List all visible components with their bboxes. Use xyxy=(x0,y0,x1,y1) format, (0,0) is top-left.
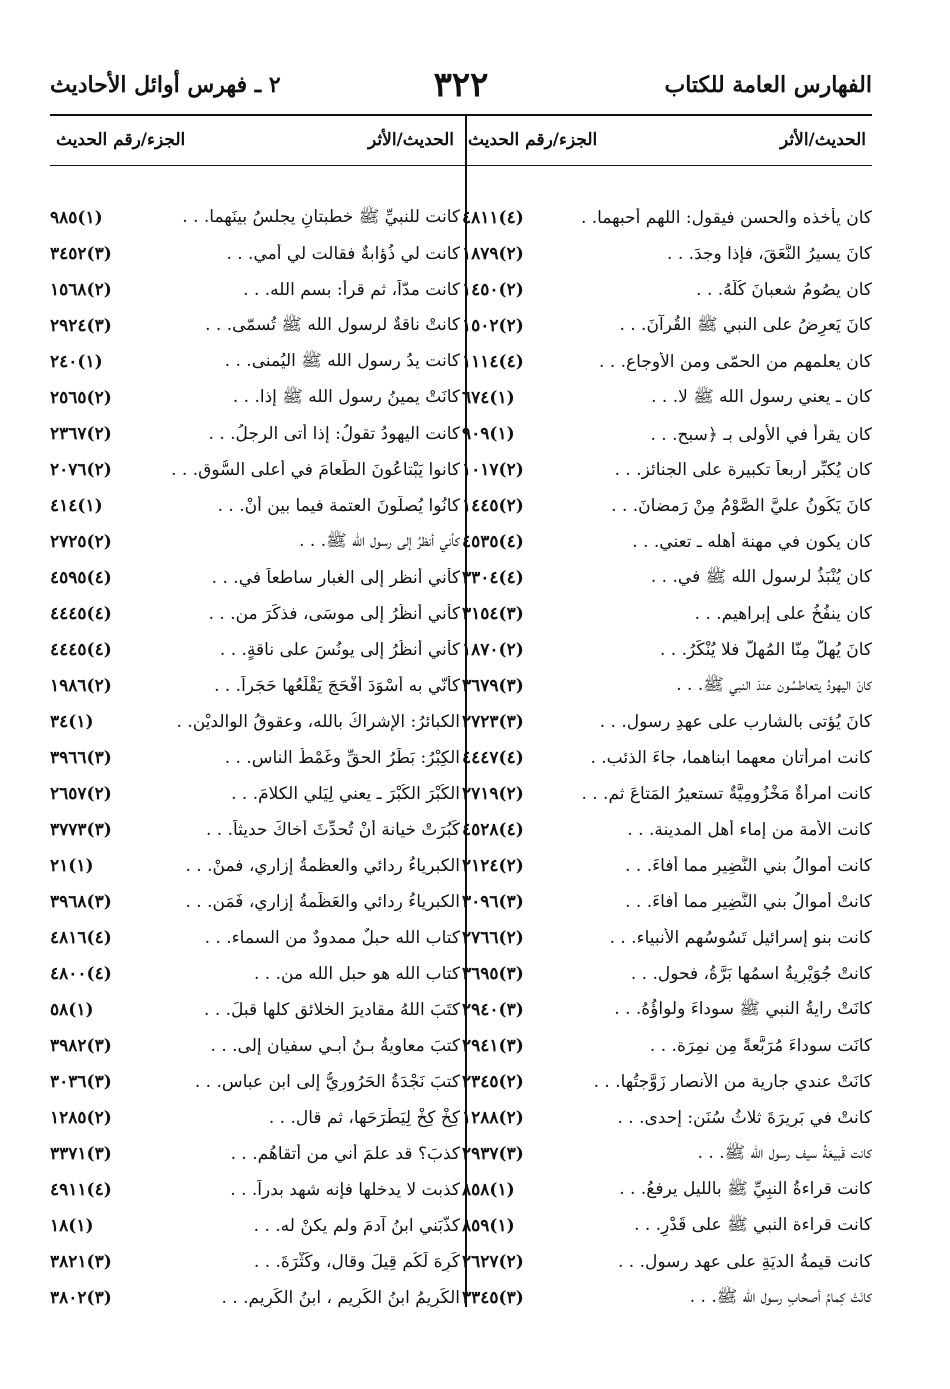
volume-hadith-number: (٤)٤٥٢٨ xyxy=(462,820,524,840)
volume-hadith-number: (٢)١٥٦٨ xyxy=(50,280,112,300)
running-head xyxy=(50,60,872,110)
index-entry xyxy=(462,1244,872,1280)
index-entry xyxy=(462,956,872,992)
volume-hadith-number: (٢)١٩٨٦ xyxy=(50,676,112,696)
volume-hadith-number: (٣)٢٧٢٣ xyxy=(462,712,524,732)
volume-hadith-number: (٣)٣٣٧١ xyxy=(50,1144,112,1164)
hadith-opening: الكَرِيمُ ابنُ الكَرِيمِ ، ابنُ الكَرِيمِ. . . xyxy=(221,1288,460,1308)
hadith-opening: كتاب الله حبلٌ ممدودٌ من السماء. . . xyxy=(204,928,460,948)
hadith-opening: كان يكون في مهنة أهله ـ تعني. . . xyxy=(632,532,872,552)
index-entry xyxy=(462,1208,872,1244)
index-entry xyxy=(462,596,872,632)
volume-hadith-number: (٢)١٢٨٨ xyxy=(462,1108,524,1128)
right-column-header xyxy=(462,116,872,164)
hadith-opening: كانَت سوداءَ مُرَبَّعةً مِن نمِرَة. . . xyxy=(649,1036,872,1056)
index-entry xyxy=(50,236,460,272)
hadith-opening: كانت أموالُ بني النَّضِيرِ مما أفاءَ. . . xyxy=(625,856,872,876)
volume-hadith-number: (٣)٣٧٧٣ xyxy=(50,820,112,840)
volume-hadith-number: (١)٩٨٥ xyxy=(50,208,103,228)
index-entry xyxy=(50,488,460,524)
index-entry xyxy=(50,1280,460,1316)
hadith-opening: الكبرياءُ رِدائي والعَظَمةُ إزاري، فَمَن. . . xyxy=(185,892,460,912)
hadith-opening: كانتْ ناقةٌ لرسول الله ﷺ تُسمّى. . . xyxy=(205,314,460,335)
hadith-opening: كأني أنظُرُ إلى يونُسَ على ناقةٍ. . . xyxy=(219,640,460,660)
volume-hadith-number: (٢)٢٦٥٧ xyxy=(50,784,112,804)
hadith-opening: الكبائرُ: الإشراكُ بالله، وعقوقُ الوالديْنِ. . xyxy=(176,712,460,732)
index-entry xyxy=(50,848,460,884)
hadith-opening: كان يُكبِّر أربعاً تكبيرة على الجنائز. . . xyxy=(614,460,872,480)
volume-hadith-number: (١)٥٨ xyxy=(50,1000,94,1020)
hadith-opening: كانَتْ عندي جارية من الأنصار زَوَّجتُها. . . xyxy=(593,1072,872,1092)
index-entry xyxy=(50,1100,460,1136)
hadith-opening: كان يأخذه والحسن فيقول: اللهم أحبهما. . xyxy=(580,208,872,228)
hadith-opening: كذبت لا يدخلها فإنه شهد بدراً. . . xyxy=(230,1180,460,1200)
hadith-opening: كَرِهَ لَكُم قِيلَ وقال، وكَثْرَةَ. . . xyxy=(253,1252,460,1272)
hadith-opening: كذبَ؟ قد علمَ أني من أتقاهُم. . . xyxy=(230,1144,460,1164)
index-entry xyxy=(50,668,460,704)
volume-hadith-number: (٣)٣٦٧٩ xyxy=(462,676,524,696)
hadith-opening: كأني أنظرُ إلى رسول الله ﷺ. . . xyxy=(299,530,460,551)
volume-hadith-number: (٤)٤٩١١ xyxy=(50,1180,112,1200)
index-entry xyxy=(462,740,872,776)
index-entry xyxy=(462,704,872,740)
hadith-opening: كانَ يُهِلُّ مِنّا المُهِلُّ فلا يُنْكَرُ. . . xyxy=(660,640,872,660)
volume-hadith-number: (٣)٣٩٦٦ xyxy=(50,748,112,768)
index-entry xyxy=(50,704,460,740)
hadith-opening: كانت قيمةُ الديَةِ على عهد رسول. . . xyxy=(617,1252,872,1272)
index-entry xyxy=(462,560,872,596)
volume-hadith-number: (٣)٢٩٤٠ xyxy=(462,1000,524,1020)
index-entry xyxy=(462,668,872,704)
hadith-column-label: الحديث/الأثر xyxy=(780,130,866,150)
volume-hadith-number: (١)٢١ xyxy=(50,856,94,876)
hadith-opening: كانَتْ كِمامُ أصحابِ رسول الله ﷺ. . . xyxy=(689,1286,872,1307)
hadith-opening: كان يُنْبَذُ لرسول الله ﷺ في. . . xyxy=(650,566,872,587)
index-entry xyxy=(50,200,460,236)
hadith-opening: الكبرياءُ ردائي والعظمةُ إزاري، فمنْ. . . xyxy=(185,856,460,876)
volume-hadith-number: (٤)٤٤٤٥ xyxy=(50,604,112,624)
volume-hadith-number: (٣)٣٩٦٨ xyxy=(50,892,112,912)
index-entry xyxy=(50,1244,460,1280)
hadith-opening: كانتْ جُوَيْرِيةُ اسمُها بَرَّةُ، فحول. . . xyxy=(630,964,872,984)
hadith-opening: كانَ اليهودُ يتعاطسُون عندَ النبي ﷺ. . . xyxy=(676,674,872,695)
index-entry xyxy=(462,1064,872,1100)
index-entry xyxy=(50,884,460,920)
volume-hadith-number: (٢)٢٣٤٥ xyxy=(462,1072,524,1092)
volume-hadith-number: (٤)٤٨١٦ xyxy=(50,928,112,948)
volume-hadith-number: (١)٤١٤ xyxy=(50,496,103,516)
hadith-opening: كتاب الله هو حبل الله من. . . xyxy=(253,964,460,984)
hadith-opening: كان ينفُخُ على إبراهيم. . . xyxy=(694,604,872,624)
hadith-opening: كَبُرَتْ خيانة أنْ تُحدِّثَ أخاكَ حديثاً. . . xyxy=(205,820,460,840)
hadith-opening: كانَ يُؤتى بالشارب على عهدِ رسول. . . xyxy=(599,712,872,732)
volume-hadith-number: (٢)٢٧٢٥ xyxy=(50,532,112,552)
right-column-entries xyxy=(462,200,872,1316)
volume-hadith-number: (٤)٤٥٩٥ xyxy=(50,568,112,588)
ref-column-label: الجزء/رقم الحديث xyxy=(468,130,598,150)
hadith-opening: كانت يدُ رسول الله ﷺ اليُمنى. . . xyxy=(224,350,460,371)
volume-hadith-number: (٢)١٤٥٠ xyxy=(462,280,524,300)
index-entry xyxy=(462,452,872,488)
hadith-opening: كانت لي ذُؤابةٌ فقالت لي أمي. . . xyxy=(226,244,460,264)
volume-hadith-number: (٢)١٤٤٥ xyxy=(462,496,524,516)
volume-hadith-number: (٣)٣٩٨٢ xyxy=(50,1036,112,1056)
hadith-opening: كانَ يَكُونُ عليَّ الصَّوْمُ مِنْ رَمضانَ. . . xyxy=(611,496,872,516)
right-column xyxy=(462,116,872,1316)
index-entry xyxy=(462,236,872,272)
left-column-entries xyxy=(50,200,460,1316)
volume-hadith-number: (٤)١١١٤ xyxy=(462,352,524,372)
index-entry xyxy=(462,488,872,524)
index-entry xyxy=(462,848,872,884)
index-entry xyxy=(50,344,460,380)
hadith-opening: كِخْ كِخْ لِيَطْرَحَها، ثم قال. . . xyxy=(268,1108,460,1128)
hadith-opening: كان يقرأ في الأولى بـ ﴿سبح. . . xyxy=(650,424,872,445)
hadith-opening: كأني أنظُرُ إلى موسَى، فذكَرَ من. . . xyxy=(208,604,460,624)
index-entry xyxy=(462,1028,872,1064)
hadith-opening: كذَّبَني ابنُ آدمَ ولم يكنْ له. . . xyxy=(253,1216,460,1236)
index-entry xyxy=(50,1064,460,1100)
hadith-opening: كانت قراءة النبي ﷺ على قَدْرِ. . . xyxy=(634,1214,872,1235)
index-entry xyxy=(462,200,872,236)
index-entry xyxy=(50,920,460,956)
hadith-opening: كتَبَ اللهُ مقاديرَ الخلائقِ كلها قبلَ. . . xyxy=(204,1000,460,1020)
hadith-opening: كانت للنبيِّ ﷺ خطبتانِ يجلسُ بينَهما. . . xyxy=(182,206,460,227)
volume-hadith-number: (١)٦٧٤ xyxy=(462,388,515,408)
index-entry xyxy=(50,596,460,632)
volume-hadith-number: (٣)٣٦٩٥ xyxy=(462,964,524,984)
volume-hadith-number: (٣)٣٠٣٦ xyxy=(50,1072,112,1092)
index-entry xyxy=(50,1028,460,1064)
index-entry xyxy=(462,1136,872,1172)
hadith-opening: كتبَ نَجْدَةُ الحَرُورِيُّ إلى ابن عباس. . . xyxy=(194,1072,460,1092)
hadith-opening: كانتْ في بَرِيرَةَ ثلاثُ سُنَنٍ: إحدى. . . xyxy=(617,1108,872,1128)
hadith-opening: كانتْ أموالُ بني النَّضِيرِ مما أفاءَ. . . xyxy=(625,892,872,912)
volume-hadith-number: (١)٣٤ xyxy=(50,712,94,732)
index-entry xyxy=(50,1136,460,1172)
volume-hadith-number: (٤)٤٤٤٧ xyxy=(462,748,524,768)
index-entry xyxy=(50,1208,460,1244)
volume-hadith-number: (٤)٤٨٠٠ xyxy=(50,964,112,984)
index-entry xyxy=(50,380,460,416)
index-entry xyxy=(462,380,872,416)
index-entry xyxy=(50,992,460,1028)
volume-hadith-number: (٢)٢٥٦٥ xyxy=(50,388,112,408)
index-entry xyxy=(462,812,872,848)
book-section-title: الفهارس العامة للكتاب xyxy=(664,72,872,98)
index-entry xyxy=(462,272,872,308)
hadith-opening: كانَ يسيرُ النَّعَقَ، فإذا وجدَ. . . xyxy=(667,244,872,264)
hadith-opening: كانت قراءةُ النبِيِّ ﷺ بالليل يرفعُ. . . xyxy=(619,1178,872,1199)
volume-hadith-number: (٤)٣٣٠٤ xyxy=(462,568,524,588)
volume-hadith-number: (٣)٢٩٣٧ xyxy=(462,1144,524,1164)
page-number: ٣٢٢ xyxy=(433,65,489,105)
index-entry xyxy=(462,308,872,344)
volume-hadith-number: (٣)٣٨٠٢ xyxy=(50,1288,112,1308)
volume-hadith-number: (٣)٢٩٢٤ xyxy=(50,316,112,336)
index-entry xyxy=(50,1172,460,1208)
volume-hadith-number: (١)٨٥٨ xyxy=(462,1180,515,1200)
index-entry xyxy=(462,632,872,668)
volume-hadith-number: (٢)٢٧٦٦ xyxy=(462,928,524,948)
hadith-opening: كانت الأمة من إماء أهل المدينة. . . xyxy=(627,820,872,840)
index-entry xyxy=(50,452,460,488)
index-entry xyxy=(462,416,872,452)
chapter-title: ٢ ـ فهرس أوائل الأحاديث xyxy=(50,72,281,98)
hadith-opening: كانت مدّاً، ثم قرأ: بسم الله. . . xyxy=(243,280,460,300)
index-entry xyxy=(462,776,872,812)
hadith-opening: الكِبْرُ: بَطَرُ الحقِّ وغَمْطُ الناس. . . xyxy=(224,748,460,768)
hadith-opening: كانوا يَبْتاعُونَ الطَّعامَ في أعلى السُّوقِ. . . xyxy=(171,460,460,480)
left-column-header xyxy=(50,116,460,164)
volume-hadith-number: (٢)٢٣٦٧ xyxy=(50,424,112,444)
volume-hadith-number: (١)٢٤٠ xyxy=(50,352,103,372)
index-entry xyxy=(50,776,460,812)
hadith-opening: كانَتْ يمينُ رسول الله ﷺ إذا. . . xyxy=(232,386,460,407)
volume-hadith-number: (٣)٢٩٤١ xyxy=(462,1036,524,1056)
index-entry xyxy=(50,416,460,452)
index-entry xyxy=(462,524,872,560)
volume-hadith-number: (٢)٢١٢٤ xyxy=(462,856,524,876)
index-entry xyxy=(462,884,872,920)
volume-hadith-number: (٣)٣٤٥٢ xyxy=(50,244,112,264)
volume-hadith-number: (٢)١٥٠٢ xyxy=(462,316,524,336)
index-entry xyxy=(462,1280,872,1316)
hadith-opening: كان يعلمهم من الحمّى ومن الأوجاعِ. . . xyxy=(599,352,872,372)
left-column xyxy=(50,116,460,1316)
volume-hadith-number: (٢)١٢٨٥ xyxy=(50,1108,112,1128)
index-entry xyxy=(50,560,460,596)
volume-hadith-number: (١)١٨ xyxy=(50,1216,94,1236)
hadith-opening: كانت قَبيعَةُ سيف رسول الله ﷺ. . . xyxy=(697,1142,872,1163)
hadith-opening: كان يصُومُ شعبانَ كُلَّهُ. . . xyxy=(696,280,872,300)
hadith-opening: كانت امرأةٌ مَخْزُومِيَّةٌ تستعيرُ المَتاعَ ثم. . . xyxy=(581,784,872,804)
hadith-opening: كانت اليهودُ تقولُ: إذا أتى الرجلُ. . . xyxy=(208,424,460,444)
hadith-opening: الكُبْرَ الكُبْرَ ـ يعني لِيَلي الكلامَ. . . xyxy=(231,784,460,804)
volume-hadith-number: (٢)٢٧١٩ xyxy=(462,784,524,804)
index-entry xyxy=(50,812,460,848)
volume-hadith-number: (٣)٣١٥٤ xyxy=(462,604,524,624)
volume-hadith-number: (٣)٣٠٩٦ xyxy=(462,892,524,912)
index-entry xyxy=(50,740,460,776)
hadith-opening: كتبَ معاويةُ بـنُ أبـي سفيان إلى. . . xyxy=(210,1036,460,1056)
volume-hadith-number: (٤)٤٨١١ xyxy=(462,208,524,228)
hadith-opening: كانت امرأتان معهما ابناهما، جاءَ الذئب. . xyxy=(590,748,872,768)
hadith-opening: كأنّي به أسْوَدَ أفْحَجَ يَقْلَعُها حَجَراً. . . xyxy=(214,676,460,696)
hadith-opening: كانُوا يُصلُّونَ العتمة فيما بين أنْ. . . xyxy=(217,496,460,516)
index-entry xyxy=(50,956,460,992)
index-entry xyxy=(462,344,872,380)
index-entry xyxy=(50,308,460,344)
index-entry xyxy=(462,992,872,1028)
volume-hadith-number: (٢)٢٦٢٧ xyxy=(462,1252,524,1272)
hadith-opening: كانت بنو إسرائيل تَسُوسُهم الأنبياء. . . xyxy=(609,928,872,948)
index-entry xyxy=(462,1172,872,1208)
volume-hadith-number: (٢)١٨٧٠ xyxy=(462,640,524,660)
index-entry xyxy=(462,1100,872,1136)
volume-hadith-number: (٣)٣٣٤٥ xyxy=(462,1288,524,1308)
volume-hadith-number: (٤)٤٤٤٥ xyxy=(50,640,112,660)
volume-hadith-number: (٤)٤٥٣٥ xyxy=(462,532,524,552)
volume-hadith-number: (١)٨٥٩ xyxy=(462,1216,515,1236)
index-entry xyxy=(50,524,460,560)
hadith-opening: كأني أنظر إلى الغبار ساطعاً في. . . xyxy=(211,568,460,588)
index-entry xyxy=(50,272,460,308)
index-entry xyxy=(462,920,872,956)
hadith-opening: كانَتْ رايةُ النبي ﷺ سوداءَ ولواؤُهُ. . . xyxy=(614,998,872,1019)
ref-column-label: الجزء/رقم الحديث xyxy=(56,130,186,150)
volume-hadith-number: (٢)٢٠٧٦ xyxy=(50,460,112,480)
hadith-opening: كانَ يَعرِضُ على النبي ﷺ القُرآنَ. . . xyxy=(619,314,872,335)
volume-hadith-number: (٣)٣٨٢١ xyxy=(50,1252,112,1272)
hadith-column-label: الحديث/الأثر xyxy=(368,130,454,150)
volume-hadith-number: (١)٩٠٩ xyxy=(462,424,515,444)
volume-hadith-number: (٢)١٠١٧ xyxy=(462,460,524,480)
index-entry xyxy=(50,632,460,668)
hadith-opening: كان ـ يعني رسول الله ﷺ لا. . . xyxy=(651,386,872,407)
volume-hadith-number: (٢)١٨٧٩ xyxy=(462,244,524,264)
